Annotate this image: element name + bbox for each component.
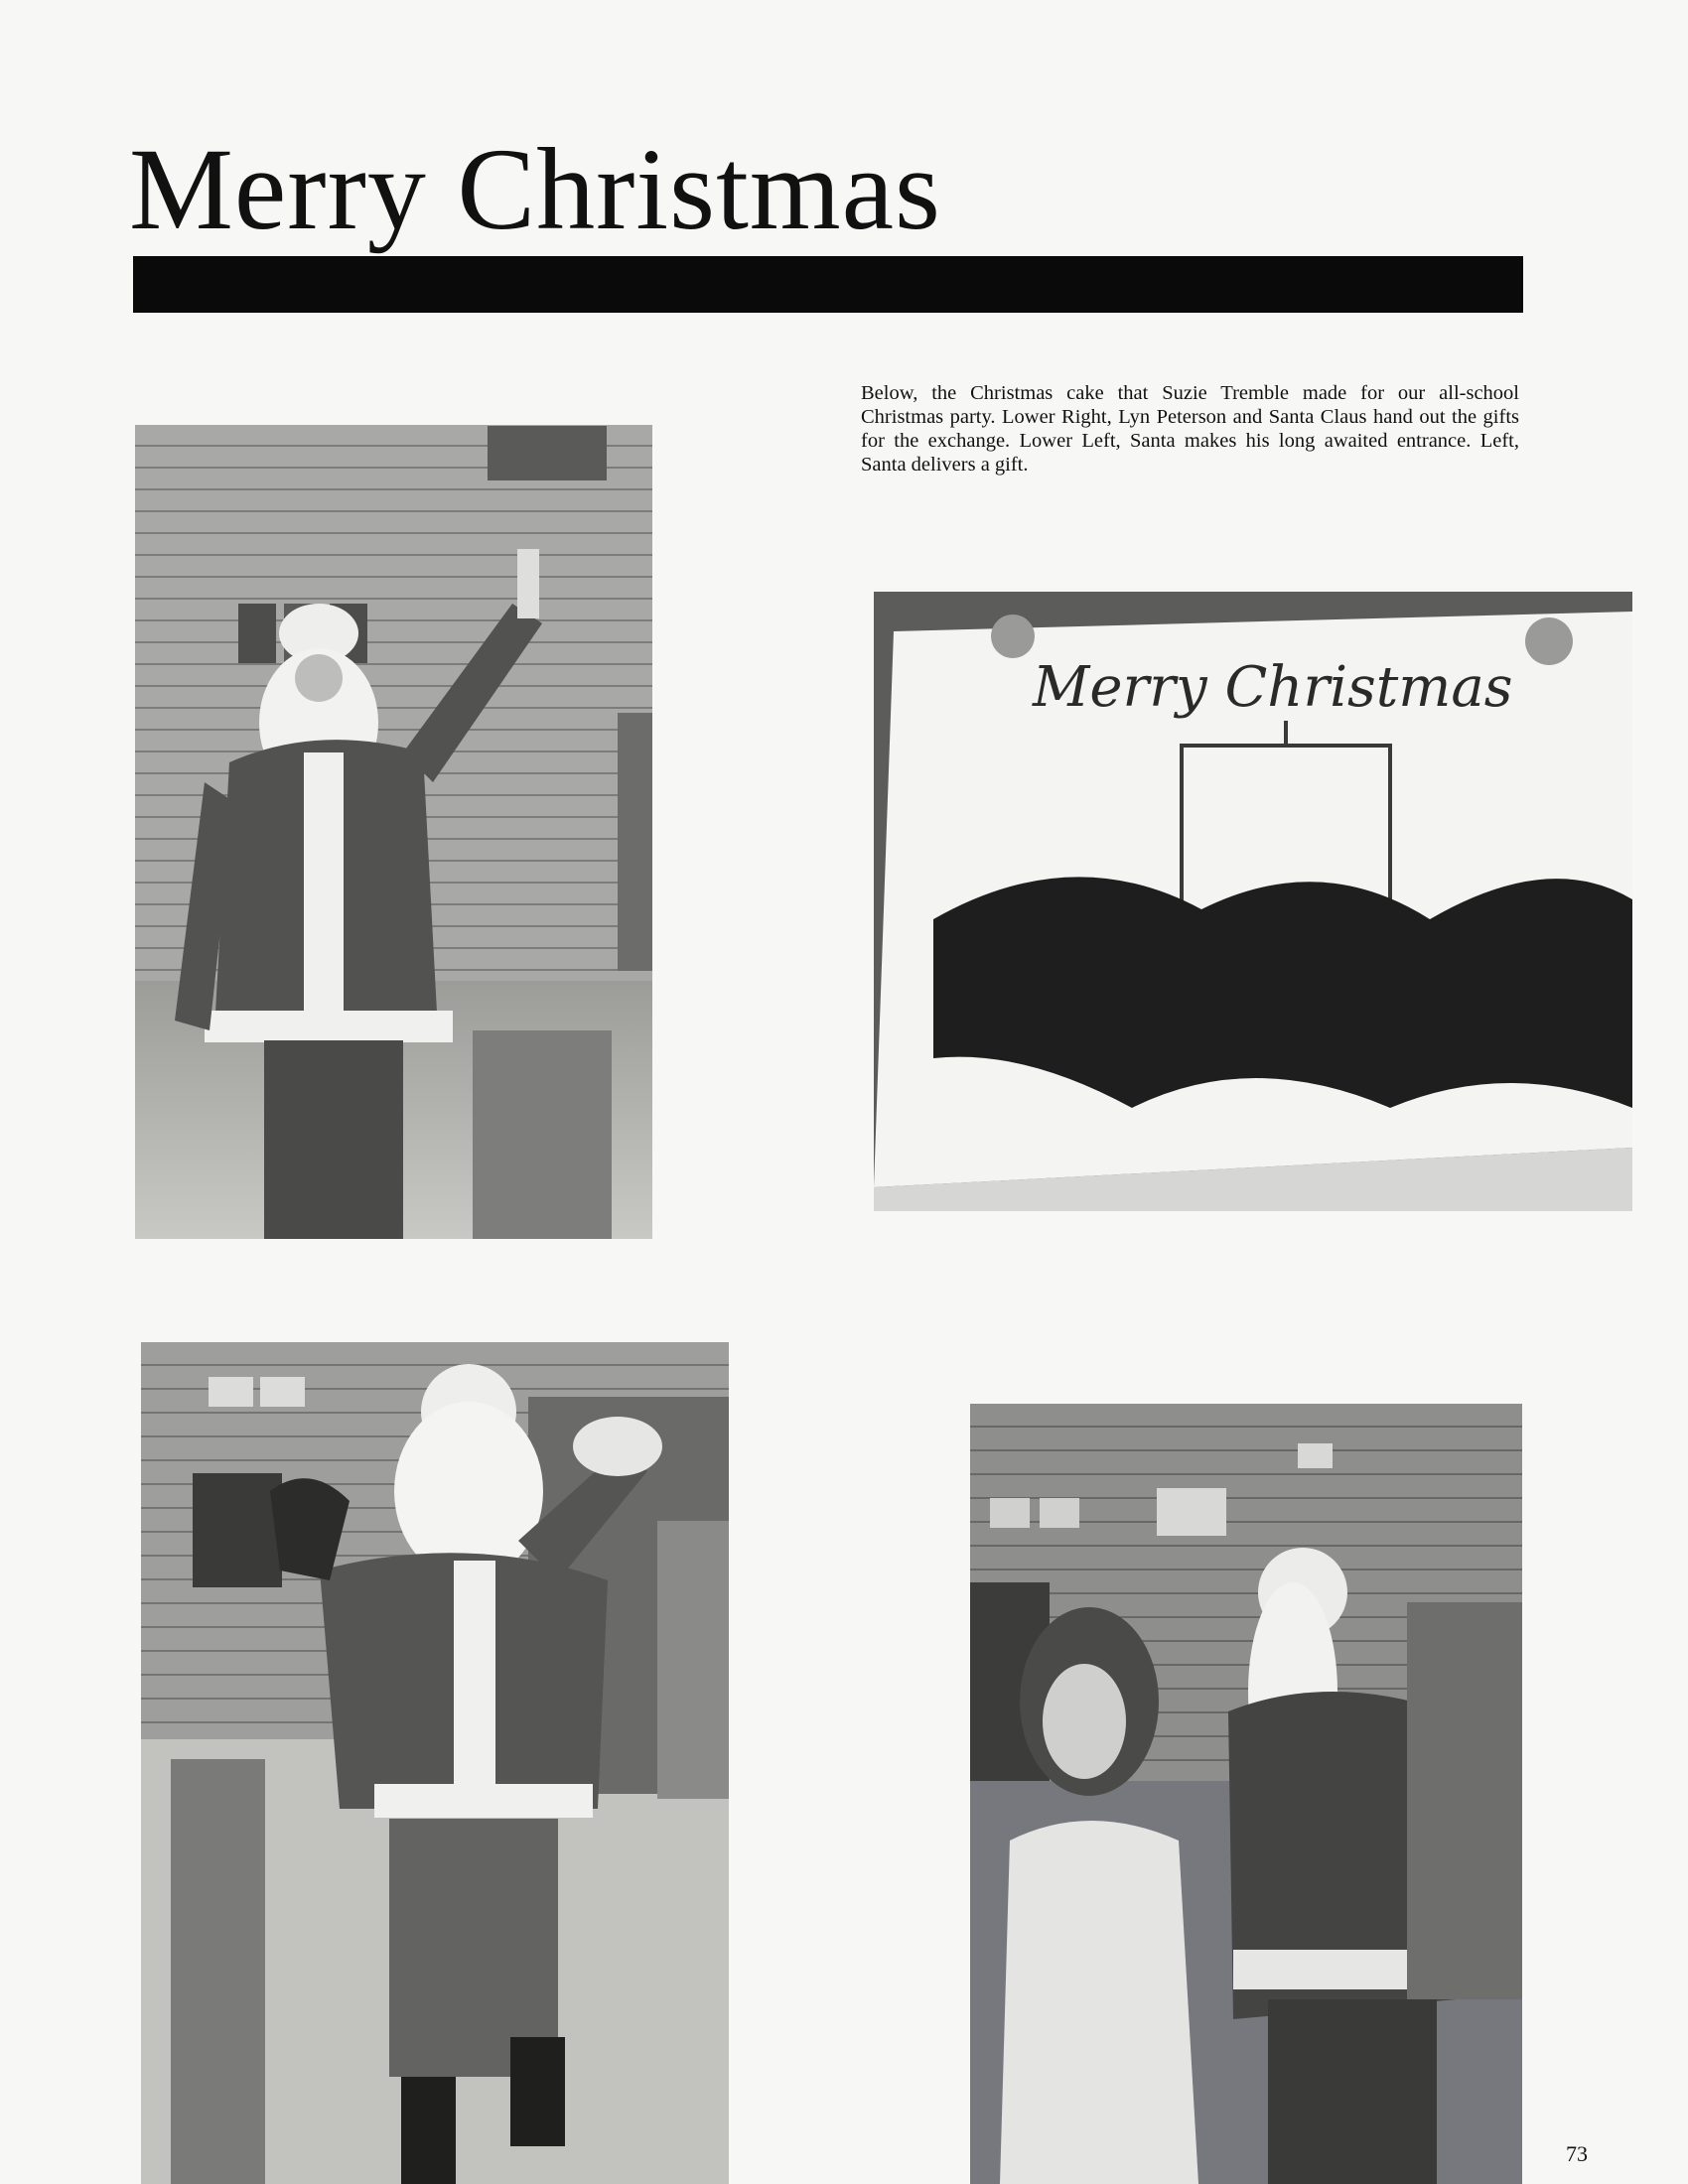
- page-number: 73: [1566, 2141, 1588, 2166]
- cake-inscription: Merry Christmas: [1033, 655, 1513, 720]
- title-rule-bar: [133, 256, 1523, 313]
- photo-lyn-peterson-and-santa: [970, 1404, 1522, 2184]
- photo-santa-delivers-gift: [135, 425, 652, 1239]
- page-title: Merry Christmas: [129, 124, 941, 254]
- photo-caption: Below, the Christmas cake that Suzie Tremble made for our all-school Christmas party. Lower Right, Lyn Peterson and Santa Claus hand out the gifts for the exchange. Lower Left, Santa makes his long awaited entrance. Left, Santa delivers a gift.: [861, 382, 1519, 476]
- photo-santa-entrance: [141, 1342, 729, 2184]
- photo-christmas-cake: [874, 592, 1632, 1211]
